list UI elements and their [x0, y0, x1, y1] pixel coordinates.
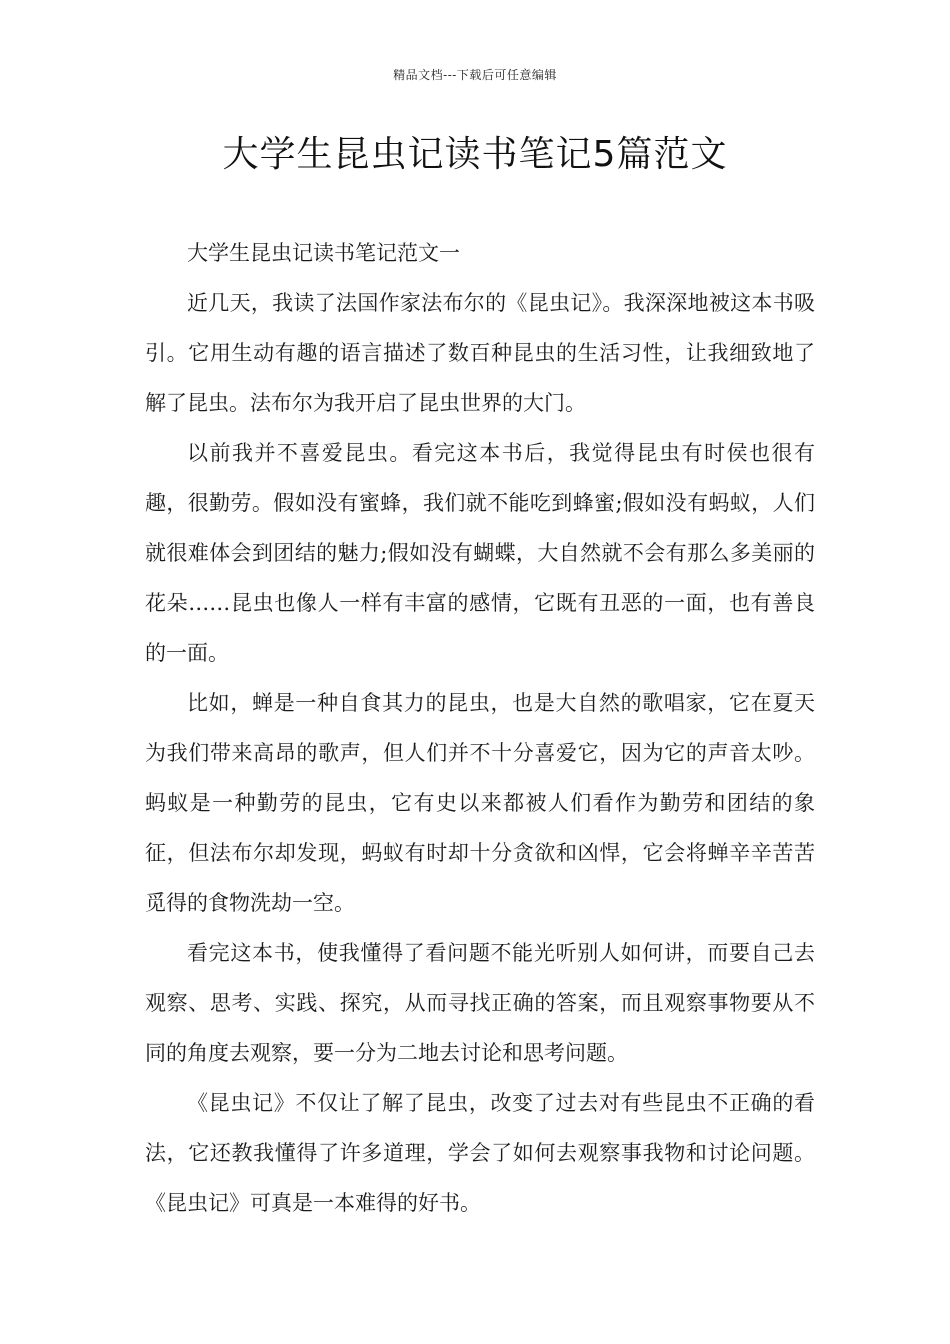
paragraph: 近几天，我读了法国作家法布尔的《昆虫记》。我深深地被这本书吸引。它用生动有趣的语言描述了数百种昆虫的生活习性，让我细致地了解了昆虫。法布尔为我开启了昆虫世界的大门。 [145, 291, 815, 415]
paragraph: 《昆虫记》不仅让了解了昆虫，改变了过去对有些昆虫不正确的看法，它还教我懂得了许多道理，学会了如何去观察事我物和讨论问题。《昆虫记》可真是一本难得的好书。 [145, 1091, 815, 1215]
document-title: 大学生昆虫记读书笔记5篇范文 [222, 134, 728, 175]
paragraph: 看完这本书，使我懂得了看问题不能光听别人如何讲，而要自己去观察、思考、实践、探究，从而寻找正确的答案，而且观察事物要从不同的角度去观察，要一分为二地去讨论和思考问题。 [145, 941, 815, 1065]
document-body [145, 228, 815, 1228]
paragraph: 以前我并不喜爱昆虫。看完这本书后，我觉得昆虫有时侯也很有趣，很勤劳。假如没有蜜蜂，我们就不能吃到蜂蜜;假如没有蚂蚁，人们就很难体会到团结的魅力;假如没有蝴蝶，大自然就不会有那么多美丽的花朵……昆虫也像人一样有丰富的感情，它既有丑恶的一面，也有善良的一面。 [145, 441, 815, 665]
header-note: 精品文档---下载后可任意编辑 [393, 68, 557, 82]
paragraph: 比如，蝉是一种自食其力的昆虫，也是大自然的歌唱家，它在夏天为我们带来高昂的歌声，但人们并不十分喜爱它，因为它的声音太吵。蚂蚁是一种勤劳的昆虫，它有史以来都被人们看作为勤劳和团结的象征，但法布尔却发现，蚂蚁有时却十分贪欲和凶悍，它会将蝉辛辛苦苦觅得的食物洗劫一空。 [145, 691, 815, 915]
section-heading: 大学生昆虫记读书笔记范文一 [187, 241, 460, 265]
